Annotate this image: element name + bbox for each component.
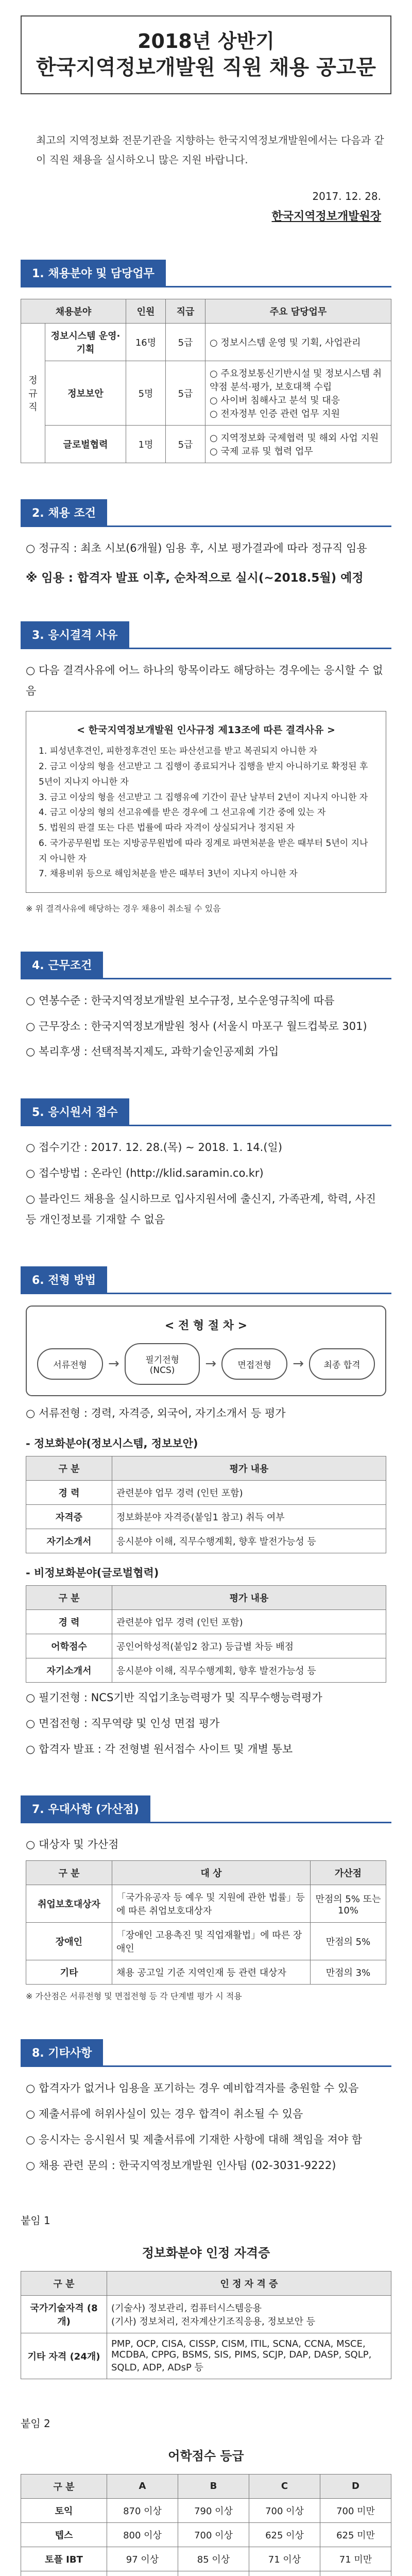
section-disqualify — [21, 621, 391, 915]
work-salary: ○ 연봉수준 : 한국지역정보개발원 보수규정, 보수운영규칙에 따름 — [26, 994, 335, 1007]
prefer-target: 채용 공고일 기준 지역인재 등 관련 대상자 — [112, 1960, 311, 1985]
section-heading: 5. 응시원서 접수 — [21, 1098, 129, 1125]
rule-box-title: < 한국지역정보개발원 인사규정 제13조에 따른 결격사유 > — [77, 724, 335, 736]
work-location: ○ 근무장소 : 한국지역정보개발원 청사 (서울시 마포구 월드컵북로 301) — [26, 1020, 367, 1032]
title-line2: 한국지역정보개발원 직원 채용 공고문 — [36, 56, 376, 80]
table-row — [21, 2547, 391, 2571]
appendix-label: 붙임 1 — [21, 2214, 50, 2227]
table-header: B — [178, 2474, 249, 2498]
apply-period: ○ 접수기간 : 2017. 12. 28.(목) ∼ 2018. 1. 14.(일) — [26, 1141, 283, 1154]
etc-item: ○ 합격자가 없거나 임용을 포기하는 경우 예비합격자를 충원할 수 있음 — [26, 2081, 359, 2094]
recruit-field: 정보보안 — [45, 361, 126, 426]
process-step: 필기전형 (NCS) — [125, 1343, 200, 1385]
disqualify-rule-box — [26, 711, 386, 893]
eval-table-it — [26, 1456, 386, 1553]
table-row — [26, 1658, 386, 1682]
appendix-title: 어학점수 등급 — [168, 2448, 244, 2463]
section-heading: 4. 근무조건 — [21, 952, 103, 978]
prefer-table — [26, 1860, 386, 1985]
recruit-grade: 5급 — [166, 426, 205, 463]
section-heading: 6. 전형 방법 — [21, 1266, 107, 1293]
section-etc — [21, 2039, 391, 2176]
table-row — [26, 1609, 386, 1634]
section-heading: 3. 응시결격 사유 — [21, 621, 129, 648]
apply-blind-note: ○ 블라인드 채용을 실시하므로 입사지원서에 출신지, 가족관계, 학력, 사진 등 개인정보를 기재할 수 없음 — [26, 1193, 376, 1226]
etc-item: ○ 응시자는 응시원서 및 제출서류에 기재한 사항에 대해 책임을 져야 함 — [26, 2133, 363, 2146]
etc-item: ○ 제출서류에 허위사실이 있는 경우 합격이 취소될 수 있음 — [26, 2107, 303, 2120]
cert-category: 기타 자격 (24개) — [21, 2333, 107, 2379]
table-header: 평가 내용 — [112, 1585, 386, 1609]
recruit-table — [21, 299, 391, 463]
eval-value: 관련분야 업무 경력 (인턴 포함) — [112, 1480, 386, 1504]
intro-text: 최고의 지역정보화 전문기관을 지향하는 한국지역정보개발원에서는 다음과 같이 직원 채용을 실시하오니 많은 지원 바랍니다. — [36, 134, 384, 166]
recruit-count: 5명 — [126, 361, 166, 426]
rule-item: 3. 금고 이상의 형을 선고받고 그 집행유예 기간이 끝난 날부터 2년이 지나지 아니한 자 — [39, 792, 368, 803]
section-heading: 1. 채용분야 및 담당업무 — [21, 260, 166, 286]
eval-value: 정보화분야 자격증(붙임1 참고) 취득 여부 — [112, 1504, 386, 1529]
test-name: 텝스 — [21, 2522, 107, 2547]
table-header: C — [249, 2474, 320, 2498]
prefer-points: 만점의 3% — [311, 1960, 386, 1985]
rule-item: 6. 국가공무원법 또는 지방공무원법에 따라 징계로 파면처분을 받은 때부터 5년이 지나지 아니한 자 — [39, 838, 368, 864]
group-label: 정규직 — [21, 324, 45, 463]
process-sub-heading: - 비정보화분야(글로벌협력) — [26, 1566, 159, 1579]
table-header: 인 정 자 격 증 — [107, 2271, 391, 2295]
rule-item: 7. 채용비위 등으로 해임처분을 받은 때부터 3년이 지나지 아니한 자 — [39, 869, 298, 879]
prefer-key: 기타 — [26, 1960, 112, 1985]
language-table — [21, 2474, 391, 2576]
score-cell: 790 이상 — [178, 2498, 249, 2522]
organization-name: 한국지역정보개발원장 — [271, 210, 381, 224]
written-exam: ○ 필기전형 : NCS기반 직업기초능력평가 및 직무수행능력평가 — [26, 1691, 322, 1704]
table-header: 가산점 — [311, 1861, 386, 1885]
recruit-count: 16명 — [126, 324, 166, 361]
table-row — [26, 1923, 386, 1960]
eval-key: 자격증 — [26, 1504, 112, 1529]
table-row — [26, 1480, 386, 1504]
score-cell — [320, 2571, 391, 2576]
process-sub-heading: - 정보화분야(정보시스템, 정보보안) — [26, 1437, 198, 1450]
table-header: 구 분 — [26, 1585, 112, 1609]
score-cell — [107, 2571, 178, 2576]
recruit-grade: 5급 — [166, 361, 205, 426]
table-row — [21, 324, 391, 361]
prefer-points: 만점의 5% — [311, 1923, 386, 1960]
table-header: 구 분 — [21, 2271, 107, 2295]
section-apply — [21, 1098, 391, 1230]
arrow-right-icon: → — [205, 1356, 217, 1372]
score-cell: 625 미만 — [320, 2522, 391, 2547]
table-header: 주요 담당업무 — [205, 299, 391, 324]
test-name — [21, 2571, 107, 2576]
section-heading: 7. 우대사항 (가산점) — [21, 1795, 150, 1822]
recruit-count: 1명 — [126, 426, 166, 463]
announce-date: 2017. 12. 28. — [312, 190, 381, 203]
prefer-key: 취업보호대상자 — [26, 1885, 112, 1923]
eval-value: 관련분야 업무 경력 (인턴 포함) — [112, 1609, 386, 1634]
etc-item: ○ 채용 관련 문의 : 한국지역정보개발원 인사팀 (02-3031-9222) — [26, 2159, 336, 2172]
section-recruit — [21, 260, 391, 463]
table-row — [26, 1960, 386, 1985]
prefer-target: 「장애인 고용촉진 및 직업재활법」에 따른 장애인 — [112, 1923, 311, 1960]
score-cell: 625 이상 — [249, 2522, 320, 2547]
score-cell: 700 이상 — [178, 2522, 249, 2547]
recruit-field: 글로벌협력 — [45, 426, 126, 463]
table-header: 구 분 — [26, 1456, 112, 1480]
process-steps — [37, 1343, 375, 1385]
prefer-target: 「국가유공자 등 예우 및 지원에 관한 법률」등에 따른 취업보호대상자 — [112, 1885, 311, 1923]
prefer-note: ※ 가산점은 서류전형 및 면접전형 등 각 단계별 평가 시 적용 — [26, 1991, 242, 2002]
score-cell: 97 이상 — [107, 2547, 178, 2571]
score-cell: 800 이상 — [107, 2522, 178, 2547]
section-heading: 8. 기타사항 — [21, 2039, 103, 2065]
eval-key: 자기소개서 — [26, 1658, 112, 1682]
table-header: 평가 내용 — [112, 1456, 386, 1480]
table-row — [26, 1529, 386, 1553]
rule-item: 2. 금고 이상의 형을 선고받고 그 집행이 종료되거나 집행을 받지 아니하기로 확정된 후 5년이 지나지 아니한 자 — [39, 761, 368, 787]
disqualify-note: ※ 위 결격사유에 해당하는 경우 채용이 취소될 수 있음 — [26, 904, 221, 914]
table-row — [21, 426, 391, 463]
table-header: 구 분 — [26, 1861, 112, 1885]
page — [0, 15, 412, 2576]
test-name: 토익 — [21, 2498, 107, 2522]
section-process — [21, 1266, 391, 1760]
eval-key: 어학점수 — [26, 1634, 112, 1658]
section-heading: 2. 채용 조건 — [21, 499, 107, 526]
recruit-duties: ○ 주요정보통신기반시설 및 정보시스템 취약점 분석·평가, 보호대책 수립 ○ 사이버 침해사고 분석 및 대응 ○ 전자정부 인증 관련 업무 지원 — [205, 361, 391, 426]
appendix-title: 정보화분야 인정 자격증 — [142, 2245, 270, 2260]
table-row — [21, 2571, 391, 2576]
process-step: 최종 합격 — [309, 1348, 375, 1380]
cert-list: (기술사) 정보관리, 컴퓨터시스템응용 (기사) 정보처리, 전자계산기조직응용, 정보보안 등 — [107, 2295, 391, 2333]
recruit-duties: ○ 정보시스템 운영 및 기획, 사업관리 — [205, 324, 391, 361]
work-welfare: ○ 복리후생 : 선택적복지제도, 과학기술인공제회 가입 — [26, 1045, 279, 1058]
appendix-1 — [21, 2212, 391, 2379]
score-cell: 870 이상 — [107, 2498, 178, 2522]
score-cell — [178, 2571, 249, 2576]
rule-item: 4. 금고 이상의 형의 선고유예를 받은 경우에 그 선고유예 기간 중에 있는 자 — [39, 807, 326, 818]
table-header: 인원 — [126, 299, 166, 324]
cert-table — [21, 2271, 391, 2379]
appointment-notice: ※ 임용 : 합격자 발표 이후, 순차적으로 실시(∼2018.5월) 예정 — [26, 571, 364, 585]
table-header: A — [107, 2474, 178, 2498]
process-step: 면접전형 — [221, 1348, 287, 1380]
rule-item: 1. 피성년후견인, 피한정후견인 또는 파산선고를 받고 복권되지 아니한 자 — [39, 746, 318, 757]
eval-value: 응시분야 이해, 직무수행계획, 향후 발전가능성 등 — [112, 1529, 386, 1553]
section-conditions — [21, 499, 391, 585]
table-header: 채용분야 — [21, 299, 126, 324]
table-row — [21, 2522, 391, 2547]
recruit-field: 정보시스템 운영·기획 — [45, 324, 126, 361]
table-header: 구 분 — [21, 2474, 107, 2498]
score-cell: 700 이상 — [249, 2498, 320, 2522]
appendix-2 — [21, 2415, 391, 2576]
cert-list: PMP, OCP, CISA, CISSP, CISM, ITIL, SCNA, CCNA, MSCE, MCDBA, CPPG, BSMS, SIS, PIMS, SCJP, DAP, DASP, SQLP, SQLD, ADP, ADsP 등 — [107, 2333, 391, 2379]
table-header: D — [320, 2474, 391, 2498]
process-step: 서류전형 — [37, 1348, 103, 1380]
score-cell: 700 미만 — [320, 2498, 391, 2522]
prefer-key: 장애인 — [26, 1923, 112, 1960]
eval-key: 경 력 — [26, 1480, 112, 1504]
eval-value: 공인어학성적(붙임2 참고) 등급별 차등 배점 — [112, 1634, 386, 1658]
score-cell — [249, 2571, 320, 2576]
section-work — [21, 952, 391, 1063]
table-row — [21, 2333, 391, 2379]
prefer-intro: ○ 대상자 및 가산점 — [26, 1838, 119, 1851]
table-row — [26, 1634, 386, 1658]
prefer-points: 만점의 5% 또는 10% — [311, 1885, 386, 1923]
rule-item: 5. 법원의 판결 또는 다른 법률에 따라 자격이 상실되거나 정지된 자 — [39, 823, 295, 834]
appendix-label: 붙임 2 — [21, 2417, 50, 2430]
table-header: 대 상 — [112, 1861, 311, 1885]
result-announce: ○ 합격자 발표 : 각 전형별 원서접수 사이트 및 개별 통보 — [26, 1742, 293, 1755]
process-title: < 전 형 절 차 > — [164, 1319, 248, 1332]
interview-exam: ○ 면접전형 : 직무역량 및 인성 면접 평가 — [26, 1717, 220, 1730]
test-name: 토플 IBT — [21, 2547, 107, 2571]
process-intro: ○ 서류전형 : 경력, 자격증, 외국어, 자기소개서 등 평가 — [26, 1406, 286, 1419]
eval-key: 경 력 — [26, 1609, 112, 1634]
table-header: 직급 — [166, 299, 205, 324]
cert-category: 국가기술자격 (8개) — [21, 2295, 107, 2333]
score-cell: 85 이상 — [178, 2547, 249, 2571]
eval-key: 자기소개서 — [26, 1529, 112, 1553]
process-box — [26, 1306, 386, 1396]
table-row — [21, 2295, 391, 2333]
table-row — [26, 1504, 386, 1529]
eval-value: 응시분야 이해, 직무수행계획, 향후 발전가능성 등 — [112, 1658, 386, 1682]
section-prefer — [21, 1795, 391, 2003]
condition-text: ○ 정규직 : 최초 시보(6개월) 임용 후, 시보 평가결과에 따라 정규직 임용 — [26, 542, 367, 555]
score-cell: 71 미만 — [320, 2547, 391, 2571]
title-line1: 2018년 상반기 — [138, 30, 274, 53]
score-cell: 71 이상 — [249, 2547, 320, 2571]
table-row — [26, 1885, 386, 1923]
table-row — [21, 361, 391, 426]
apply-method: ○ 접수방법 : 온라인 (http://klid.saramin.co.kr) — [26, 1167, 264, 1180]
recruit-grade: 5급 — [166, 324, 205, 361]
eval-table-global — [26, 1585, 386, 1683]
arrow-right-icon: → — [293, 1356, 304, 1372]
table-row — [21, 2498, 391, 2522]
title-box — [21, 15, 391, 94]
disqualify-intro: ○ 다음 결격사유에 어느 하나의 항목이라도 해당하는 경우에는 응시할 수 없음 — [26, 664, 383, 698]
recruit-duties: ○ 지역정보화 국제협력 및 해외 사업 지원 ○ 국제 교류 및 협력 업무 — [205, 426, 391, 463]
arrow-right-icon: → — [108, 1356, 119, 1372]
